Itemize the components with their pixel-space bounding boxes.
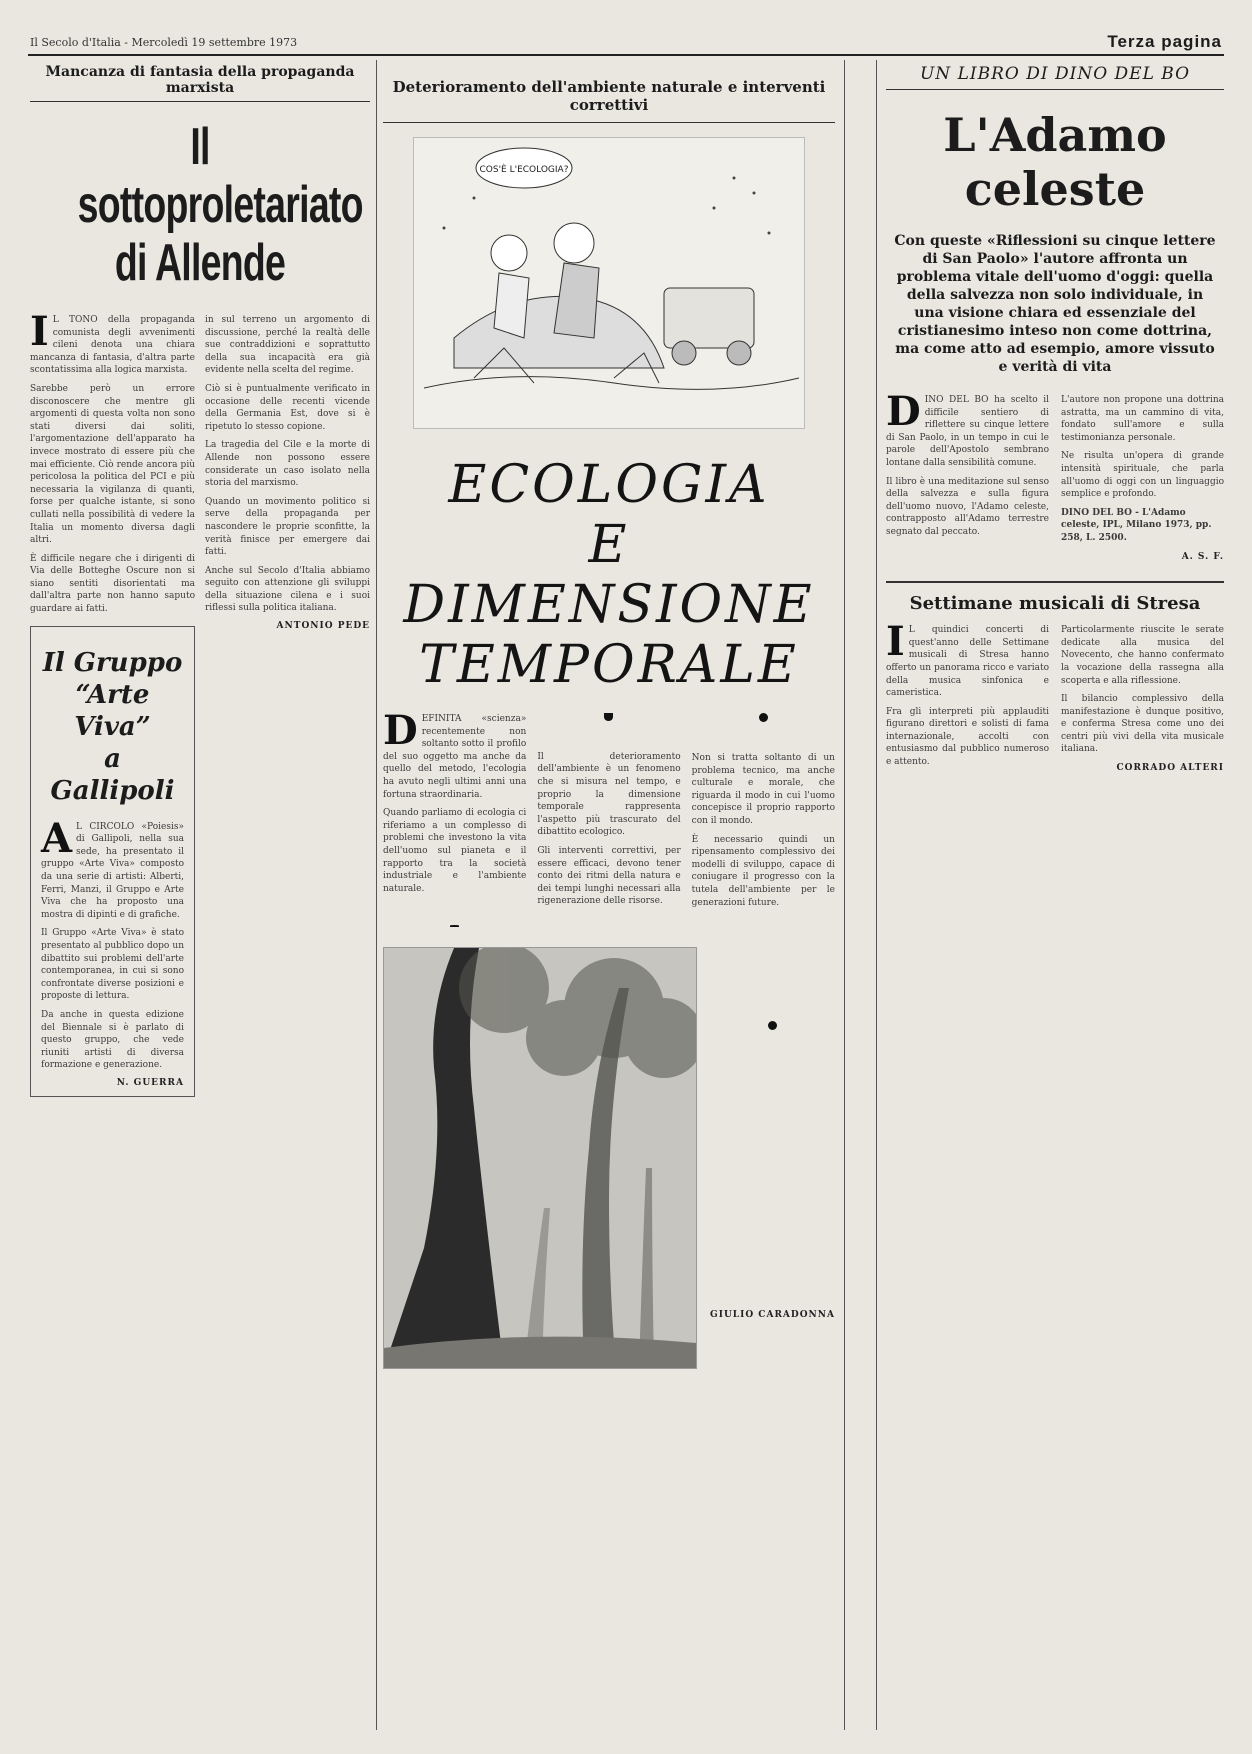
stresa-headline: Settimane musicali di Stresa — [886, 581, 1224, 614]
center-body — [383, 707, 835, 927]
left-kicker: Mancanza di fantasia della propaganda marxista — [30, 60, 370, 102]
paragraph: L quindici concerti di quest'anno delle Settimane musicali di Stresa hanno offerto un panorama ricco e variato della musica sinfonica e cameristica. — [886, 625, 1049, 699]
box-body — [41, 814, 184, 1072]
box-title-line-2: “Arte Viva” — [74, 679, 151, 742]
paragraph: L CIRCOLO «Poiesis» di Gallipoli, nella sua sede, ha presentato il gruppo «Arte Viva» composto da una serie di artisti: Alberti, Ferri, Manzi, il Gruppo e Arte Viva che ha proposto una mostra di dipinti e di grafiche. — [41, 821, 184, 920]
center-headline-line-3: TEMPORALE — [419, 635, 799, 695]
paragraph: EFINITA «scienza» recentemente non soltanto sotto il profilo del suo oggetto ma anche da quello del metodo, l'ecologia ha avuto negli ultimi anni una fortuna straordinaria. — [383, 714, 527, 800]
right-lede: Con queste «Riflessioni su cinque lettere di San Paolo» l'autore affronta un problema vitale dell'uomo d'oggi: quella della salvezza non solo individuale, in una visione chiara ed essenziale del cristianesimo inteso non come dottrina, ma come atto ad esempio, amore vissuto e verità di vita — [894, 233, 1216, 375]
paragraph: Particolarmente riuscite le serate dedicate alla musica del Novecento, che hanno confermato la vocazione della rassegna alla scoperta e alla riflessione. — [1061, 625, 1224, 686]
left-article — [30, 60, 370, 1097]
center-signature: GIULIO CARADONNA — [710, 1309, 835, 1320]
section-bullet — [768, 1021, 777, 1030]
paragraph: Gli interventi correttivi, per essere efficaci, devono tener conto dei ritmi della natura e dei tempi lunghi necessari alla rigenerazione delle risorse. — [537, 845, 681, 907]
paragraph: Sarebbe però un errore disconoscere che mentre gli argomenti di questa volta non sono stati diversi dai soliti, l'argomentazione dell'apparato ha invece mostrato di essere più che mai efficiente. Ciò rende ancora più pericolosa la politica del PCI e più necessaria la vigilanza di quanti, forse per qualche istante, si sono cullati nella possibilità di vedere la Italia un momento diversa dagli altri. — [30, 383, 195, 546]
paragraph: Anche sul Secolo d'Italia abbiamo seguito con attenzione gli sviluppi della situazione cilena e i suoi riflessi sulla politica italiana. — [205, 565, 370, 614]
right-body — [886, 388, 1224, 563]
center-headline — [383, 455, 835, 695]
box-title-line-3: a Gallipoli — [50, 743, 175, 806]
paragraph: Non si tratta soltanto di un problema tecnico, ma anche culturale e morale, che riguarda il modo in cui l'uomo concepisce il proprio rapporto con il mondo. — [691, 753, 835, 826]
paragraph: Il libro è una meditazione sul senso della salvezza e sulla figura dell'uomo nuovo, l'Adamo celeste, contrapposto all'Adamo terrestre segnato dal peccato. — [886, 476, 1049, 537]
right-headline-line-2: celeste — [964, 162, 1146, 216]
masthead-bar — [28, 34, 1224, 56]
center-lower — [383, 941, 835, 1369]
forest-image — [384, 948, 696, 1368]
forest-photo — [383, 947, 697, 1369]
paragraph: Quando un movimento politico si serve della propaganda per nascondere le proprie sconfitte, la verità finisce per emergere dai fatti. — [205, 496, 370, 558]
right-headline-line-1: L'Adamo — [943, 108, 1167, 162]
stresa-signature: CORRADO ALTERI — [1116, 763, 1224, 774]
paragraph: Quando parliamo di ecologia ci riferiamo a un complesso di problemi che investono la vita dell'uomo sul pianeta e il rapporto tra la società industriale e l'ambiente naturale. — [383, 808, 527, 894]
dropcap: I — [30, 308, 49, 355]
paragraph: Da anche in questa edizione del Biennale si è parlato di questo gruppo, che vede riuniti artisti di diversa formazione e generazione. — [41, 1009, 184, 1071]
column-divider — [376, 60, 377, 1730]
right-signature: A. S. F. — [1181, 551, 1224, 562]
left-body-2 — [205, 314, 370, 615]
paragraph: Il Gruppo «Arte Viva» è stato presentato al pubblico dopo un dibattito sui problemi dell'arte contemporanea, in cui si sono confrontate diverse posizioni e proposte di lettura. — [41, 928, 184, 1002]
center-headline-line-1: ECOLOGIA — [448, 455, 770, 515]
column-divider — [844, 60, 845, 1730]
dropcap: D — [886, 388, 921, 435]
left-body-wrap — [30, 308, 370, 1097]
paragraph: in sul terreno un argomento di discussione, perché la realtà delle sue contraddizioni e soprattutto della sua incapacità era già evidente nella scelta del regime. — [205, 315, 370, 376]
section-label: Terza pagina — [1107, 32, 1222, 51]
paragraph: L TONO della propaganda comunista degli avvenimenti cileni denota una chiara mancanza di fantasia, d'altra parte scontatissima alla logica marxista. — [30, 315, 195, 376]
left-headline-line-2: di Allende — [114, 234, 286, 292]
right-kicker: UN LIBRO DI DINO DEL BO — [886, 60, 1224, 90]
left-headline-line-1: Il sottoproletariato — [77, 118, 363, 234]
stresa-body — [886, 618, 1224, 775]
left-subcolumn-2 — [205, 314, 370, 1097]
paragraph: Fra gli interpreti più applauditi figurano direttori e solisti di fama internazionale, accolti con entusiasmo dal pubblico numeroso e attento. — [886, 706, 1049, 768]
paragraph: È necessario quindi un ripensamento complessivo dei modelli di sviluppo, capace di coniugare il progresso con la tutela dell'ambiente per le generazioni future. — [691, 834, 835, 908]
paragraph: Il deterioramento dell'ambiente è un fenomeno che si misura nel tempo, e proprio la dimensione temporale rappresenta l'aspetto più trascurato del dibattito ecologico. — [537, 751, 681, 838]
center-article — [383, 60, 835, 1369]
left-headline — [77, 118, 363, 292]
box-signature: N. GUERRA — [116, 1077, 184, 1088]
right-article — [886, 60, 1224, 775]
paragraph: Ne risulta un'opera di grande intensità spirituale, che parla all'uomo di oggi con un linguaggio semplice e profondo. — [1061, 451, 1224, 500]
masthead-date: Il Secolo d'Italia - Mercoledì 19 settembre 1973 — [30, 36, 298, 49]
book-reference: DINO DEL BO - L'Adamo celeste, IPL, Milano 1973, pp. 258, L. 2500. — [1061, 507, 1212, 543]
left-body — [30, 308, 195, 616]
box-title-line-1: Il Gruppo — [42, 647, 183, 678]
paragraph: Ciò si è puntualmente verificato in occasione delle recenti vicende della Germania Est, dove si è ripetuto lo stesso copione. — [205, 383, 370, 432]
center-kicker: Deterioramento dell'ambiente naturale e interventi correttivi — [383, 60, 835, 123]
cartoon-illustration — [414, 138, 804, 428]
left-subcolumn-1 — [30, 308, 195, 1097]
dropcap: D — [383, 707, 418, 754]
dropcap: I — [886, 618, 905, 666]
center-headline-line-2: E DIMENSIONE — [403, 515, 815, 635]
box-title — [41, 647, 184, 807]
paragraph: È difficile negare che i dirigenti di Via delle Botteghe Oscure non si siano sentiti disorientati ma dall'altra parte non hanno saputo guardare ai fatti. — [30, 553, 195, 615]
paragraph: INO DEL BO ha scelto il difficile sentiero di riflettere su cinque lettere di San Paolo, in un tempo in cui le parole dell'Apostolo sembrano lontane dalla sensibilità comune. — [886, 395, 1049, 468]
paragraph: L'autore non propone una dottrina astratta, ma un cammino di vita, fondato sull'amore e sulla testimonianza personale. — [1061, 395, 1224, 443]
arte-viva-box — [30, 626, 195, 1097]
paragraph: Il bilancio complessivo della manifestazione è dunque positivo, e conferma Stresa come uno dei centri più vivi della vita musicale italiana. — [1061, 694, 1224, 755]
cartoon-caption: COS'È L'ECOLOGIA? — [479, 165, 569, 175]
section-bullet — [759, 713, 768, 722]
ecology-cartoon — [413, 137, 805, 429]
left-signature: ANTONIO PEDE — [276, 621, 370, 632]
column-divider — [876, 60, 877, 1730]
right-headline — [886, 108, 1224, 216]
paragraph: La tragedia del Cile e la morte di Allende non possono essere considerate un caso isolato nella storia del marxismo. — [205, 440, 370, 489]
dropcap: A — [41, 814, 73, 862]
center-lower-text — [709, 941, 835, 1369]
